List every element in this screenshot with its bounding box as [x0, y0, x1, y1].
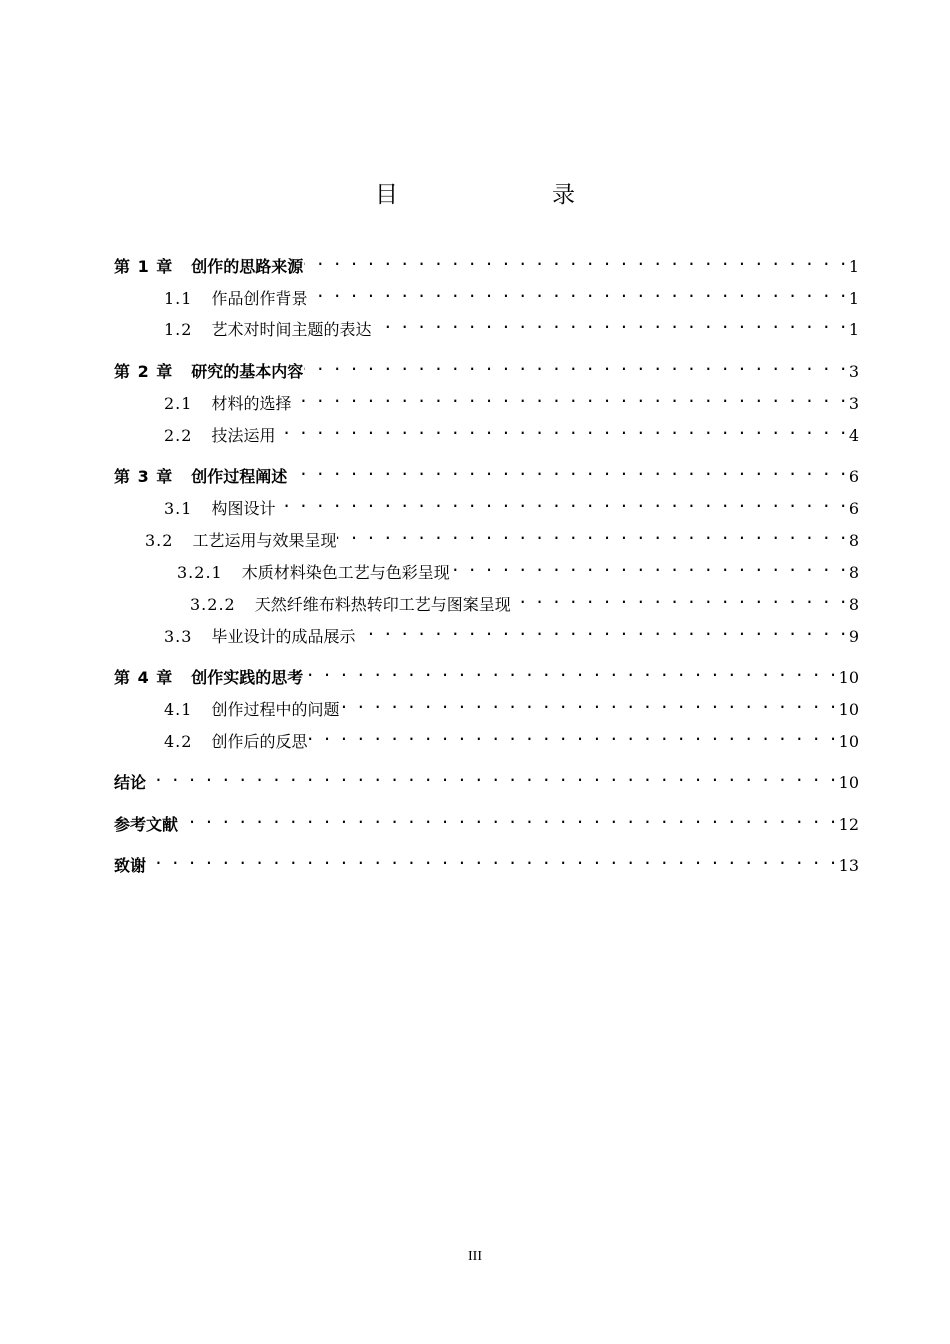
toc-entry-page: 6	[848, 467, 859, 486]
toc-entry-number: 第 2 章	[114, 362, 174, 381]
toc-entry-3-2-1[interactable]	[177, 554, 859, 582]
toc-entry-label: 技法运用	[211, 426, 276, 445]
toc-entry-chapter-2[interactable]	[114, 353, 859, 381]
toc-entry-page: 4	[848, 426, 859, 445]
toc-entry-label: 创作过程阐述	[191, 467, 288, 486]
toc-entry-label: 研究的基本内容	[191, 362, 304, 381]
dot-leader	[304, 353, 847, 377]
dot-leader	[512, 586, 847, 610]
toc-entry-3-2[interactable]	[145, 522, 859, 550]
toc-entry-label: 创作的思路来源	[191, 257, 304, 276]
toc-entry-page: 10	[838, 668, 859, 687]
toc-entry-acknowledgements[interactable]	[114, 847, 859, 875]
dot-leader	[372, 311, 846, 335]
toc-entry-number: 3.2.1	[177, 563, 223, 582]
toc-entry-number: 4.2	[164, 732, 193, 751]
toc-entry-1-2[interactable]	[164, 311, 859, 339]
dot-leader	[147, 764, 837, 788]
toc-entry-label: 材料的选择	[211, 394, 292, 413]
toc-entry-page: 8	[848, 531, 859, 550]
toc-entry-label: 作品创作背景	[211, 289, 308, 308]
toc-entry-page: 10	[838, 773, 859, 792]
toc-entry-page: 9	[848, 627, 859, 646]
toc-entry-3-3[interactable]	[164, 618, 859, 646]
toc-entry-page: 13	[838, 856, 859, 875]
toc-entry-label: 木质材料染色工艺与色彩呈现	[241, 563, 450, 582]
toc-entry-number: 1.2	[164, 320, 193, 339]
toc-entry-number: 1.1	[164, 289, 193, 308]
toc-entry-4-2[interactable]	[164, 723, 859, 751]
toc-entry-number: 第 4 章	[114, 668, 174, 687]
toc-entry-label: 参考文献	[114, 815, 179, 834]
toc-entry-1-1[interactable]	[164, 280, 859, 308]
toc-entry-number: 第 3 章	[114, 467, 174, 486]
toc-entry-references[interactable]	[114, 806, 859, 834]
toc-entry-number: 2.2	[164, 426, 193, 445]
toc-entry-page: 1	[848, 289, 859, 308]
dot-leader	[356, 618, 846, 642]
toc-entry-conclusion[interactable]	[114, 764, 859, 792]
toc-entry-4-1[interactable]	[164, 691, 859, 719]
toc-entry-page: 10	[838, 732, 859, 751]
toc-entry-2-1[interactable]	[164, 385, 859, 413]
dot-leader	[179, 806, 837, 830]
dot-leader	[288, 458, 847, 482]
dot-leader	[292, 385, 846, 409]
toc-entry-page: 12	[838, 815, 859, 834]
toc-entry-label: 天然纤维布料热转印工艺与图案呈现	[254, 595, 511, 614]
toc-entry-3-2-2[interactable]	[190, 586, 859, 614]
toc-entry-page: 6	[848, 499, 859, 518]
toc-entry-page: 1	[848, 257, 859, 276]
dot-leader	[451, 554, 847, 578]
toc-entry-number: 4.1	[164, 700, 193, 719]
toc-entry-label: 结论	[114, 773, 147, 792]
toc-entry-number: 2.1	[164, 394, 193, 413]
toc-entry-chapter-3[interactable]	[114, 458, 859, 486]
toc-entry-label: 构图设计	[211, 499, 276, 518]
toc-entry-page: 3	[848, 394, 859, 413]
toc-entry-label: 创作实践的思考	[191, 668, 304, 687]
dot-leader	[304, 248, 847, 272]
toc-entry-3-1[interactable]	[164, 490, 859, 518]
toc-entry-label: 创作后的反思	[211, 732, 308, 751]
toc-entry-label: 毕业设计的成品展示	[211, 627, 356, 646]
toc-entry-2-2[interactable]	[164, 417, 859, 445]
dot-leader	[340, 691, 836, 715]
page-number: III	[468, 1249, 482, 1264]
toc-entry-label: 艺术对时间主题的表达	[211, 320, 372, 339]
toc-entry-page: 8	[848, 595, 859, 614]
dot-leader	[308, 280, 846, 304]
toc-entry-label: 创作过程中的问题	[211, 700, 340, 719]
toc-entry-page: 1	[848, 320, 859, 339]
toc-entry-number: 3.2.2	[190, 595, 236, 614]
toc-entry-chapter-1[interactable]	[114, 248, 859, 276]
dot-leader	[337, 522, 846, 546]
toc-entry-number: 3.1	[164, 499, 193, 518]
toc-entry-number: 3.3	[164, 627, 193, 646]
dot-leader	[276, 417, 846, 441]
toc-entry-number: 3.2	[145, 531, 174, 550]
toc-entry-page: 10	[838, 700, 859, 719]
toc-entry-label: 工艺运用与效果呈现	[192, 531, 337, 550]
dot-leader	[147, 847, 837, 871]
dot-leader	[304, 659, 836, 683]
toc-entry-number: 第 1 章	[114, 257, 174, 276]
toc-title: 目 录	[375, 182, 611, 208]
toc-entry-page: 3	[848, 362, 859, 381]
dot-leader	[276, 490, 846, 514]
toc-entry-chapter-4[interactable]	[114, 659, 859, 687]
toc-entry-page: 8	[848, 563, 859, 582]
toc-entry-label: 致谢	[114, 856, 147, 875]
dot-leader	[308, 723, 836, 747]
